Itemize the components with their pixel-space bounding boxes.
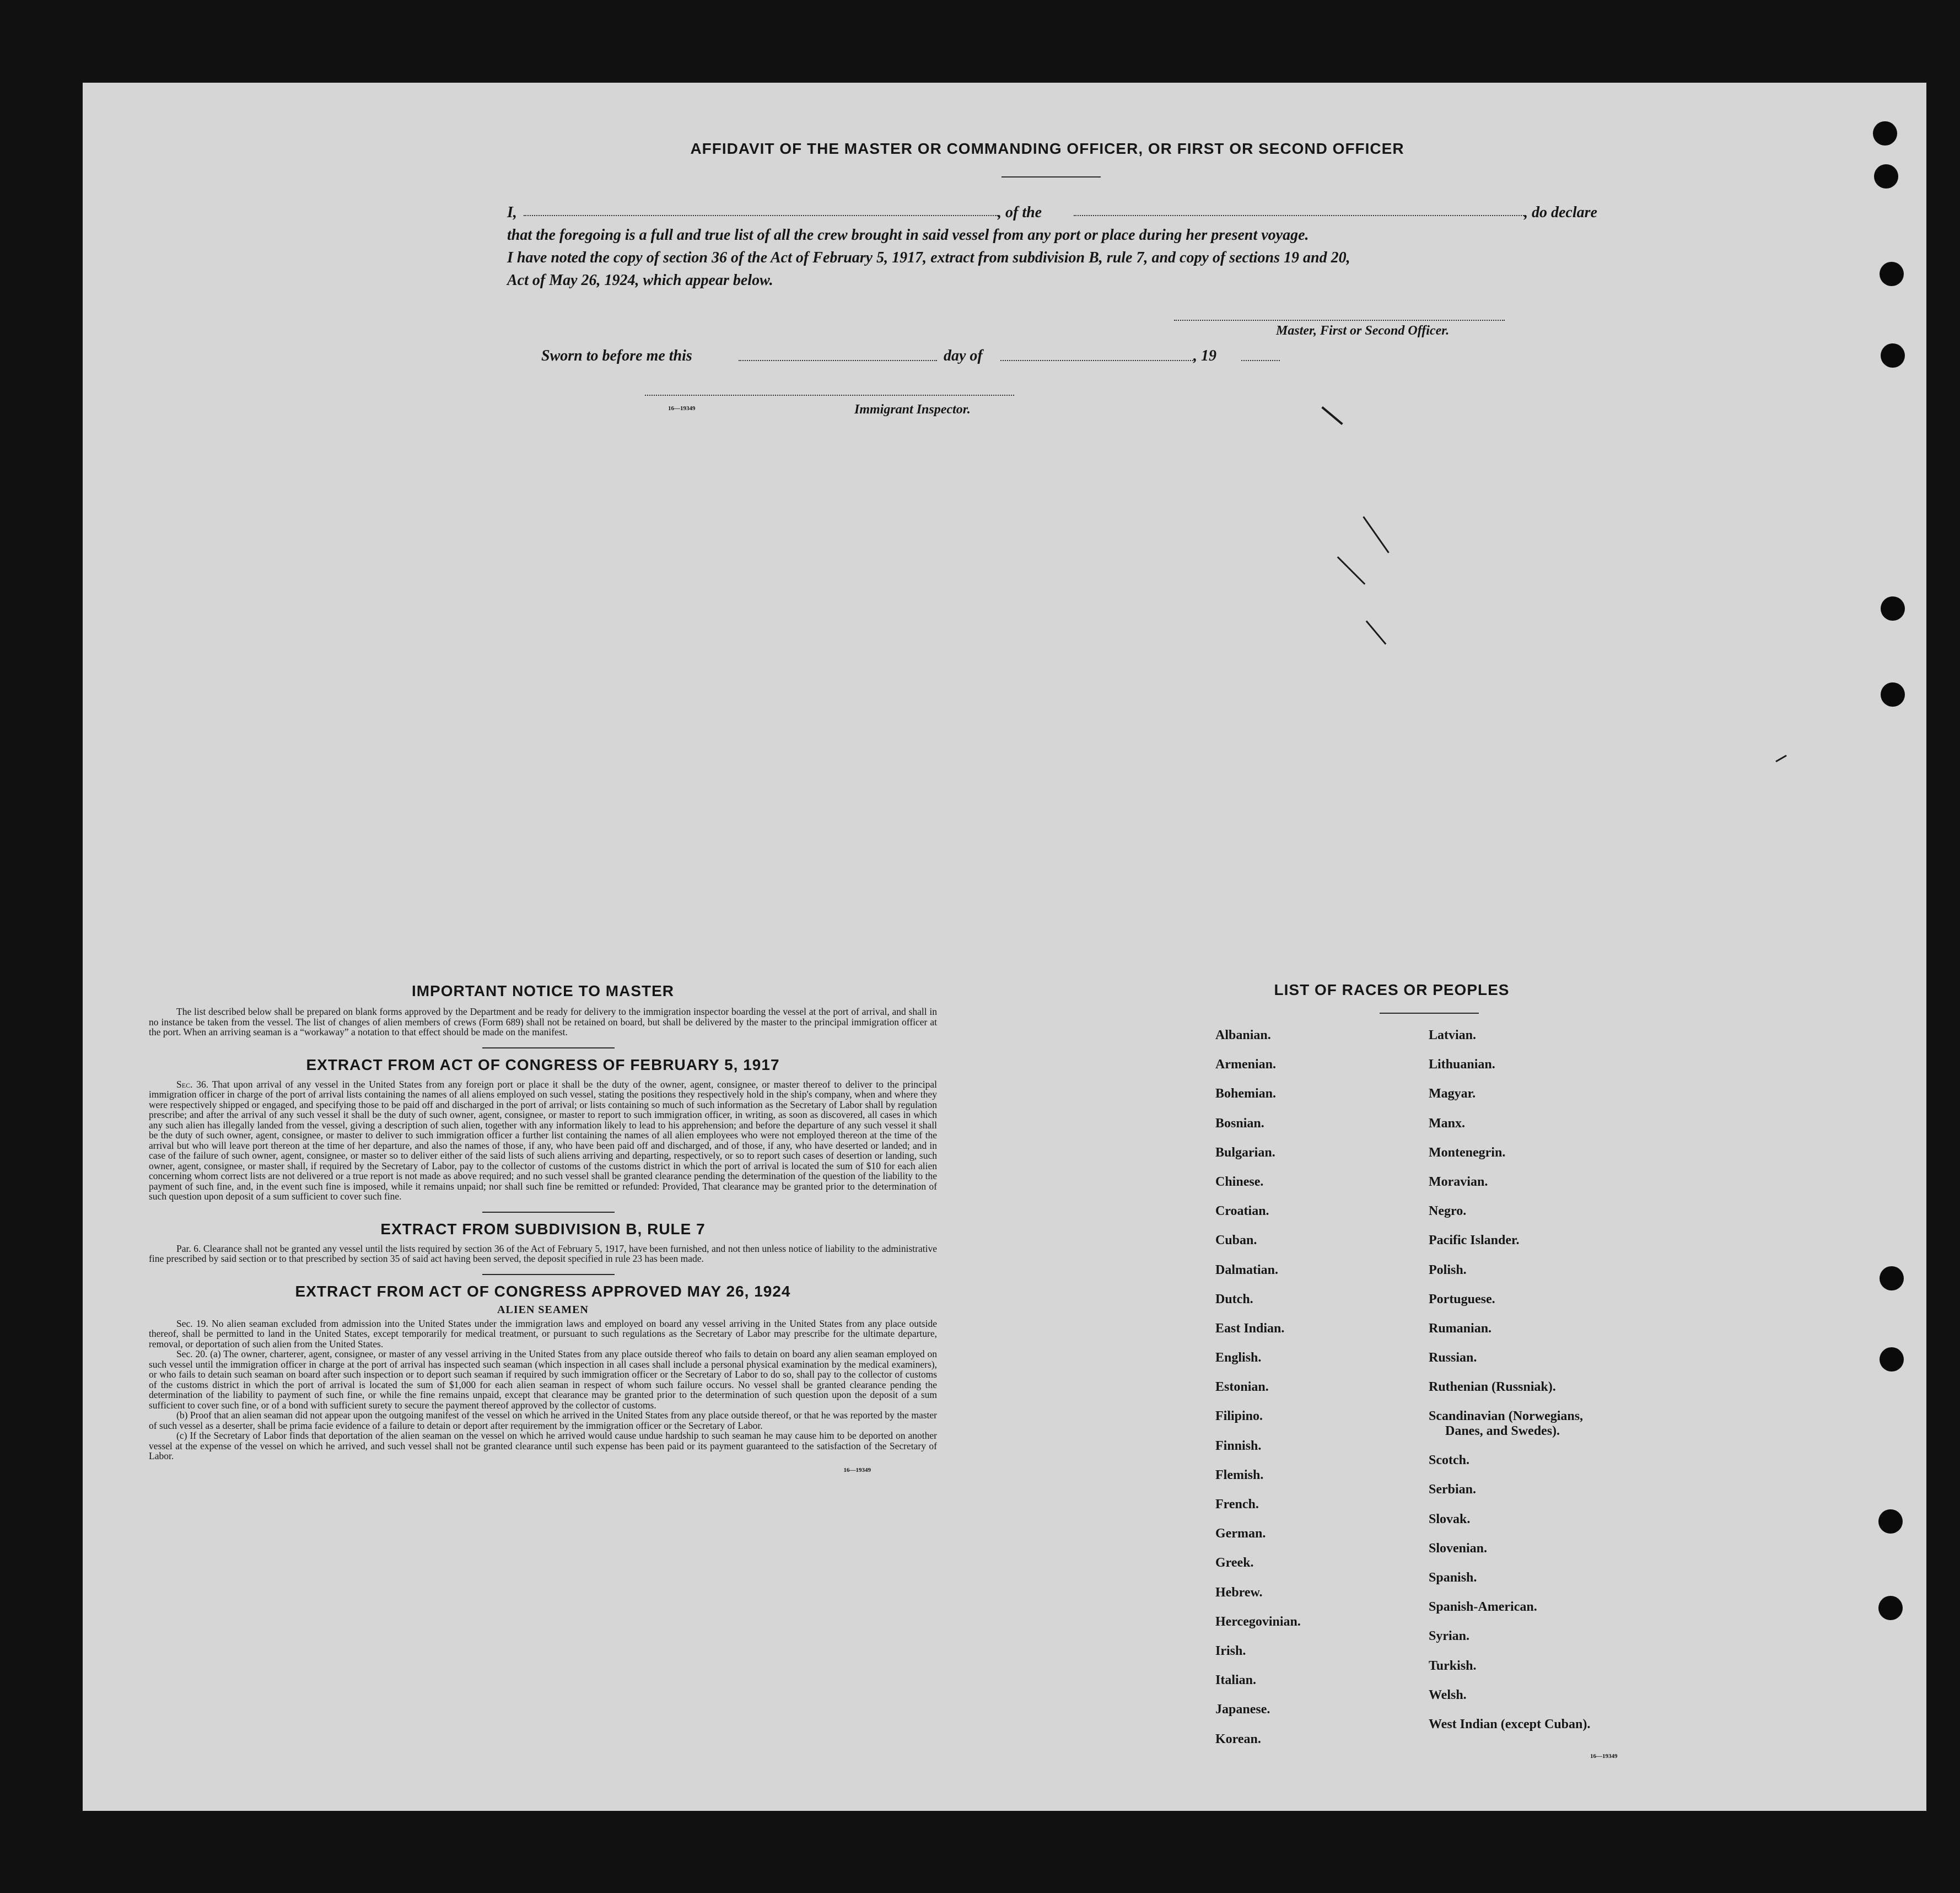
title-underline <box>1001 176 1101 178</box>
race-item: Scotch. <box>1429 1453 1469 1468</box>
subdivision-b-body: Par. 6. Clearance shall not be granted any vessel until the lists required by section 36 of the Act of February 5, 1917, have been furnished, and not then unless notice of liability to the administrative fine prescribed by said section or to that prescribed by section 35 of said act having been served, the deposit specified in rule 23 has been made. <box>149 1243 937 1264</box>
race-item: Bosnian. <box>1215 1116 1264 1131</box>
race-item: Pacific Islander. <box>1429 1233 1520 1248</box>
race-item: Korean. <box>1215 1731 1261 1746</box>
race-item: Welsh. <box>1429 1687 1467 1702</box>
race-item: Slovak. <box>1429 1512 1471 1526</box>
affidavit-of-the-label: , of the <box>998 204 1042 221</box>
race-item: English. <box>1215 1351 1262 1365</box>
race-item: West Indian (except Cuban). <box>1429 1717 1591 1731</box>
race-item: Slovenian. <box>1429 1541 1488 1556</box>
race-item: Cuban. <box>1215 1233 1257 1248</box>
race-item: Magyar. <box>1429 1087 1476 1101</box>
race-item: Montenegrin. <box>1429 1145 1506 1160</box>
master-signature-line[interactable] <box>1174 320 1505 321</box>
sec-20a-body: Sec. 20. (a) The owner, charterer, agent, consignee, or master of any vessel arriving in the United States from any place outside thereof who fails to detain on board any alien seaman employed on such vessel until the immigration officer in charge at the port of arrival has inspected such seaman (which inspection in all cases shall include a personal physical examination by the medical examiners), or who fails to detain such seaman on board after such inspection or to deport such seaman if required by such immigration officer or the Secretary of Labor to do so, shall pay to the collector of customs of the customs district in which the port of arrival is located the sum of $1,000 for each alien seaman in respect of whom such failure occurs. No vessel shall be granted clearance pending the determination of the liability to payment of such fine, or while the fine remains unpaid, except that clearance may be granted prior to the determination of such question upon the deposit of a sum sufficient to cover such fine, or of a bond with sufficient surety to secure the payment thereof approved by the collector of customs. <box>149 1348 937 1411</box>
races-title: LIST OF RACES OR PEOPLES <box>1274 981 1510 998</box>
binder-hole <box>1880 1266 1904 1290</box>
master-signature-label: Master, First or Second Officer. <box>1276 324 1450 338</box>
race-item: Spanish. <box>1429 1570 1477 1585</box>
race-item: Hercegovinian. <box>1215 1614 1301 1629</box>
binder-hole <box>1880 1347 1904 1372</box>
section-divider <box>482 1212 615 1213</box>
race-item: Moravian. <box>1429 1174 1488 1189</box>
ink-mark <box>1775 755 1787 762</box>
race-item: Rumanian. <box>1429 1321 1492 1336</box>
race-item: Lithuanian. <box>1429 1057 1495 1072</box>
race-item: Dutch. <box>1215 1292 1253 1306</box>
race-item: Irish. <box>1215 1643 1246 1658</box>
affidavit-line-2: that the foregoing is a full and true list of all the crew brought in said vessel from any port or place during her present voyage. <box>507 227 1309 244</box>
binder-hole <box>1873 121 1897 146</box>
legal-column <box>149 982 937 1473</box>
ink-mark <box>1321 406 1343 425</box>
race-item: Turkish. <box>1429 1658 1477 1673</box>
affidavit-i-label: I, <box>507 204 517 221</box>
sworn-month-blank[interactable] <box>1000 360 1193 361</box>
inspector-label: Immigrant Inspector. <box>854 402 971 417</box>
ink-mark <box>1363 516 1389 553</box>
sworn-year-blank[interactable] <box>1241 360 1280 361</box>
vessel-blank[interactable] <box>1074 215 1526 216</box>
section-divider <box>482 1047 615 1048</box>
race-item: Danes, and Swedes). <box>1445 1424 1560 1439</box>
inspector-signature-line[interactable] <box>645 395 1014 396</box>
binder-hole <box>1880 262 1904 286</box>
form-code-bottom-right: 16—19349 <box>1590 1753 1618 1760</box>
notice-title: IMPORTANT NOTICE TO MASTER <box>411 982 675 999</box>
form-code-bottom-left: 16—19349 <box>843 1466 871 1473</box>
race-item: Manx. <box>1429 1116 1465 1131</box>
sec-36-label: Sec. 36. <box>176 1078 209 1090</box>
race-item: Flemish. <box>1215 1467 1264 1482</box>
sworn-day-of-label: day of <box>944 347 983 364</box>
race-item: Ruthenian (Russniak). <box>1429 1380 1556 1395</box>
race-item: Greek. <box>1215 1556 1254 1571</box>
race-item: German. <box>1215 1526 1266 1541</box>
binder-hole <box>1881 343 1905 368</box>
extract-1917-body <box>149 1079 937 1202</box>
notice-body: The list described below shall be prepared on blank forms approved by the Department and be ready for delivery to the immigration inspector boarding the vessel at the port of arrival, and shall in no instance be taken from the vessel. The list of changes of alien members of crews (Form 689) shall not be retained on board, but shall be delivered by the master to the principal immigration officer at the port. When an arriving seaman is a “workaway” a notation to that effect should be made on the manifest. <box>149 1006 937 1037</box>
manifest-sheet <box>83 83 1926 1811</box>
race-item: Scandinavian (Norwegians, <box>1429 1409 1584 1424</box>
race-item: Estonian. <box>1215 1380 1269 1395</box>
race-item: Spanish-American. <box>1429 1600 1537 1615</box>
binder-hole <box>1878 1596 1903 1620</box>
race-item: Portuguese. <box>1429 1292 1495 1306</box>
sec-19-body: Sec. 19. No alien seaman excluded from admission into the United States under the immigration laws and employed on board any vessel arriving in the United States from any place outside thereof, shall be permitted to land in the United States, except temporarily for medical treatment, or pursuant to such regulations as the Secretary of Labor may prescribe for the ultimate departure, removal, or deportation of such alien from the United States. <box>149 1317 937 1349</box>
sworn-label: Sworn to before me this <box>541 347 692 364</box>
race-item: Russian. <box>1429 1351 1477 1365</box>
alien-seamen-subtitle: ALIEN SEAMEN <box>497 1303 589 1316</box>
ink-mark <box>1366 620 1387 644</box>
extract-1924-title: EXTRACT FROM ACT OF CONGRESS APPROVED MAY 26, 1924 <box>295 1282 791 1300</box>
race-item: Bulgarian. <box>1215 1145 1275 1160</box>
races-left-column <box>1215 1028 1414 1761</box>
race-item: Negro. <box>1429 1204 1467 1219</box>
race-item: East Indian. <box>1215 1321 1285 1336</box>
race-item: Armenian. <box>1215 1057 1276 1072</box>
binder-hole <box>1878 1509 1903 1534</box>
form-code-top: 16—19349 <box>668 405 696 412</box>
sworn-year-label: , 19 <box>1193 347 1216 364</box>
subdivision-b-title: EXTRACT FROM SUBDIVISION B, RULE 7 <box>380 1220 706 1238</box>
sworn-day-blank[interactable] <box>739 360 937 361</box>
races-title-underline <box>1380 1013 1479 1014</box>
race-item: Syrian. <box>1429 1629 1470 1644</box>
affidavit-declare-label: , do declare <box>1524 204 1597 221</box>
affidavit-line-3: I have noted the copy of section 36 of the Act of February 5, 1917, extract from subdivision B, rule 7, and copy of sections 19 and 20, <box>507 249 1350 266</box>
race-item: Dalmatian. <box>1215 1262 1278 1277</box>
race-item: Japanese. <box>1215 1702 1270 1717</box>
race-item: French. <box>1215 1497 1259 1512</box>
sec-20c-body: (c) If the Secretary of Labor finds that deportation of the alien seaman on the vessel on which he arrived would cause undue hardship to such seaman he may cause him to be deported on another vessel at the expense of the vessel on which he arrived, and such vessel shall not be granted clearance until such expense has been paid or its payment guaranteed to the satisfaction of the Secretary of Labor. <box>149 1430 937 1461</box>
race-item: Polish. <box>1429 1262 1467 1277</box>
section-divider <box>482 1274 615 1275</box>
ink-mark <box>1337 556 1366 585</box>
races-right-column <box>1429 1028 1759 1746</box>
sec-36-text: That upon arrival of any vessel in the United States from any foreign port or place it shall be the duty of the owner, agent, consignee, or master thereof to deliver to the principal immigration officer in charge of the port of arrival lists containing the names of all aliens employed on such vessel, stating the positions they respectively hold in the ship's company, when and where they were respectively shipped or engaged, and specifying those to be paid off and discharged in the port of arrival; or lists containing so much of such information as the Secretary of Labor shall by regulation prescribe; and after the arrival of any such vessel it shall be the duty of such owner, agent, consignee, or master to report to such immigration officer, in writing, as soon as discovered, all cases in which any such alien has illegally landed from the vessel, giving a description of such alien, together with any information likely to lead to his apprehension; and before the departure of any such vessel it shall be the duty of such owner, agent, consignee, or master to deliver to such immigration officer a further list containing the names of all alien employees who were not employed thereon at the time of the arrival but who will leave port thereon at the time of her departure, and also the names of those, if any, who have been paid off and discharged, and of those, if any, who have deserted or landed; and in case of the failure of such owner, agent, consignee, or master so to deliver either of the said lists of such aliens arriving and departing, respectively, or so to report such cases of desertion or landing, such owner, agent, consignee, or master shall, if required by the Secretary of Labor, pay to the collector of customs of the customs district in which the port of arrival is located the sum of $10 for each alien concerning whom correct lists are not delivered or a true report is not made as above required; and no such vessel shall be granted clearance pending the determination of the question of the liability to the payment of such fine, and, in the event such fine is imposed, while it remains unpaid; nor shall such fine be remitted or refunded: Provided, That clearance may be granted prior to the determination of such question upon deposit of a sum sufficient to cover such fine. <box>149 1078 937 1202</box>
binder-hole <box>1881 682 1905 707</box>
race-item: Albanian. <box>1215 1028 1271 1042</box>
race-item: Finnish. <box>1215 1438 1262 1453</box>
race-item: Chinese. <box>1215 1174 1264 1189</box>
name-blank[interactable] <box>524 215 998 216</box>
sec-20b-body: (b) Proof that an alien seaman did not appear upon the outgoing manifest of the vessel on which he arrived in the United States from any place outside thereof, or that he was reported by the master of such vessel as a deserter, shall be prima facie evidence of a failure to detain or deport after requirement by the immigration officer or the Secretary of Labor. <box>149 1410 937 1431</box>
binder-hole <box>1874 164 1898 189</box>
race-item: Filipino. <box>1215 1409 1263 1424</box>
race-item: Bohemian. <box>1215 1087 1277 1101</box>
affidavit-line-4: Act of May 26, 1924, which appear below. <box>507 272 773 289</box>
binder-hole <box>1881 596 1905 621</box>
race-item: Italian. <box>1215 1673 1257 1688</box>
extract-1917-title: EXTRACT FROM ACT OF CONGRESS OF FEBRUARY 5, 1917 <box>306 1056 780 1073</box>
race-item: Serbian. <box>1429 1482 1477 1497</box>
race-item: Latvian. <box>1429 1028 1477 1042</box>
affidavit-title: AFFIDAVIT OF THE MASTER OR COMMANDING OFFICER, OR FIRST OR SECOND OFFICER <box>690 140 1404 157</box>
race-item: Hebrew. <box>1215 1585 1263 1600</box>
race-item: Croatian. <box>1215 1204 1269 1219</box>
